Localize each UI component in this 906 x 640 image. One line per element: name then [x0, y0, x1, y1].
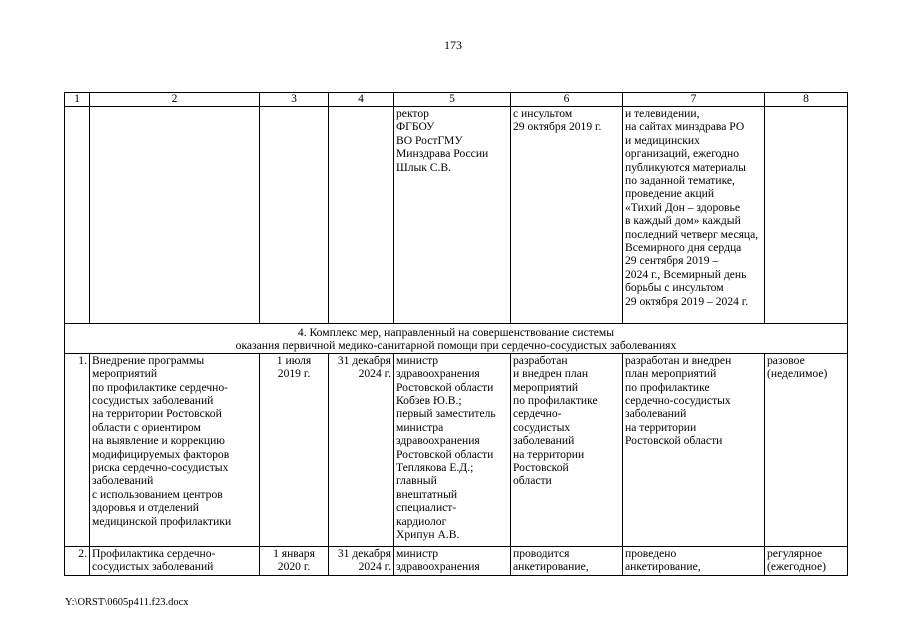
column-number: 3: [260, 93, 329, 107]
result-cell: проводится анкетирование,: [511, 546, 623, 575]
start-date-cell: 1 января 2020 г.: [260, 546, 329, 575]
page-number: 173: [444, 38, 462, 52]
result-cell: с инсультом 29 октября 2019 г.: [511, 107, 623, 324]
start-date-cell: 1 июля 2019 г.: [260, 353, 329, 546]
section-header: 4. Комплекс мер, направленный на совершенствование системы оказания первичной медико-санитарной помощи при сердечно-сосудистых заболеваниях: [65, 324, 848, 354]
column-number: 5: [394, 93, 511, 107]
responsible-cell: ректор ФГБОУ ВО РостГМУ Минздрава России Шлык С.В.: [394, 107, 511, 324]
measure-name-cell: Внедрение программы мероприятий по профилактике сердечно- сосудистых заболеваний на территории Ростовской области с ориентиром на выявление и коррекцию модифицируемых факторов риска сердечно-сосудистых заболеваний с использованием центров здоровья и отделений медицинской профилактики: [90, 353, 260, 546]
result-cell: разработан и внедрен план мероприятий по профилактике сердечно- сосудистых заболеваний на территории Ростовской области: [511, 353, 623, 546]
row-number-cell: 2.: [65, 546, 90, 575]
column-number-row: [65, 93, 848, 107]
row-number-cell: 1.: [65, 353, 90, 546]
table-row: [65, 353, 848, 546]
measure-name-cell: Профилактика сердечно- сосудистых заболеваний: [90, 546, 260, 575]
end-date-cell: [329, 107, 394, 324]
column-number: 4: [329, 93, 394, 107]
indicator-cell: и телевидении, на сайтах минздрава РО и медицинских организаций, ежегодно публикуются материалы по заданной тематике, проведение акций «Тихий Дон – здоровье в каждый дом» каждый последний четверг месяца, Всемирного дня сердца 29 сентября 2019 – 2024 г., Всемирный день борьбы с инсультом 29 октября 2019 – 2024 г.: [623, 107, 765, 324]
responsible-cell: министр здравоохранения Ростовской области Кобзев Ю.В.; первый заместитель министра здравоохранения Ростовской области Теплякова Е.Д.; главный внештатный специалист- кардиолог Хрипун А.В.: [394, 353, 511, 546]
type-cell: разовое (неделимое): [765, 353, 848, 546]
footer-file-path: Y:\ORST\0605p411.f23.docx: [65, 597, 189, 608]
type-cell: [765, 107, 848, 324]
measures-table: [64, 92, 848, 576]
type-cell: регулярное (ежегодное): [765, 546, 848, 575]
column-number: 2: [90, 93, 260, 107]
start-date-cell: [260, 107, 329, 324]
section-header-row: [65, 324, 848, 354]
indicator-cell: проведено анкетирование,: [623, 546, 765, 575]
column-number: 8: [765, 93, 848, 107]
column-number: 6: [511, 93, 623, 107]
column-number: 7: [623, 93, 765, 107]
responsible-cell: министр здравоохранения: [394, 546, 511, 575]
row-number-cell: [65, 107, 90, 324]
table-row: [65, 107, 848, 324]
end-date-cell: 31 декабря 2024 г.: [329, 353, 394, 546]
indicator-cell: разработан и внедрен план мероприятий по профилактике сердечно-сосудистых заболеваний на территории Ростовской области: [623, 353, 765, 546]
table-row: [65, 546, 848, 575]
column-number: 1: [65, 93, 90, 107]
measure-name-cell: [90, 107, 260, 324]
end-date-cell: 31 декабря 2024 г.: [329, 546, 394, 575]
